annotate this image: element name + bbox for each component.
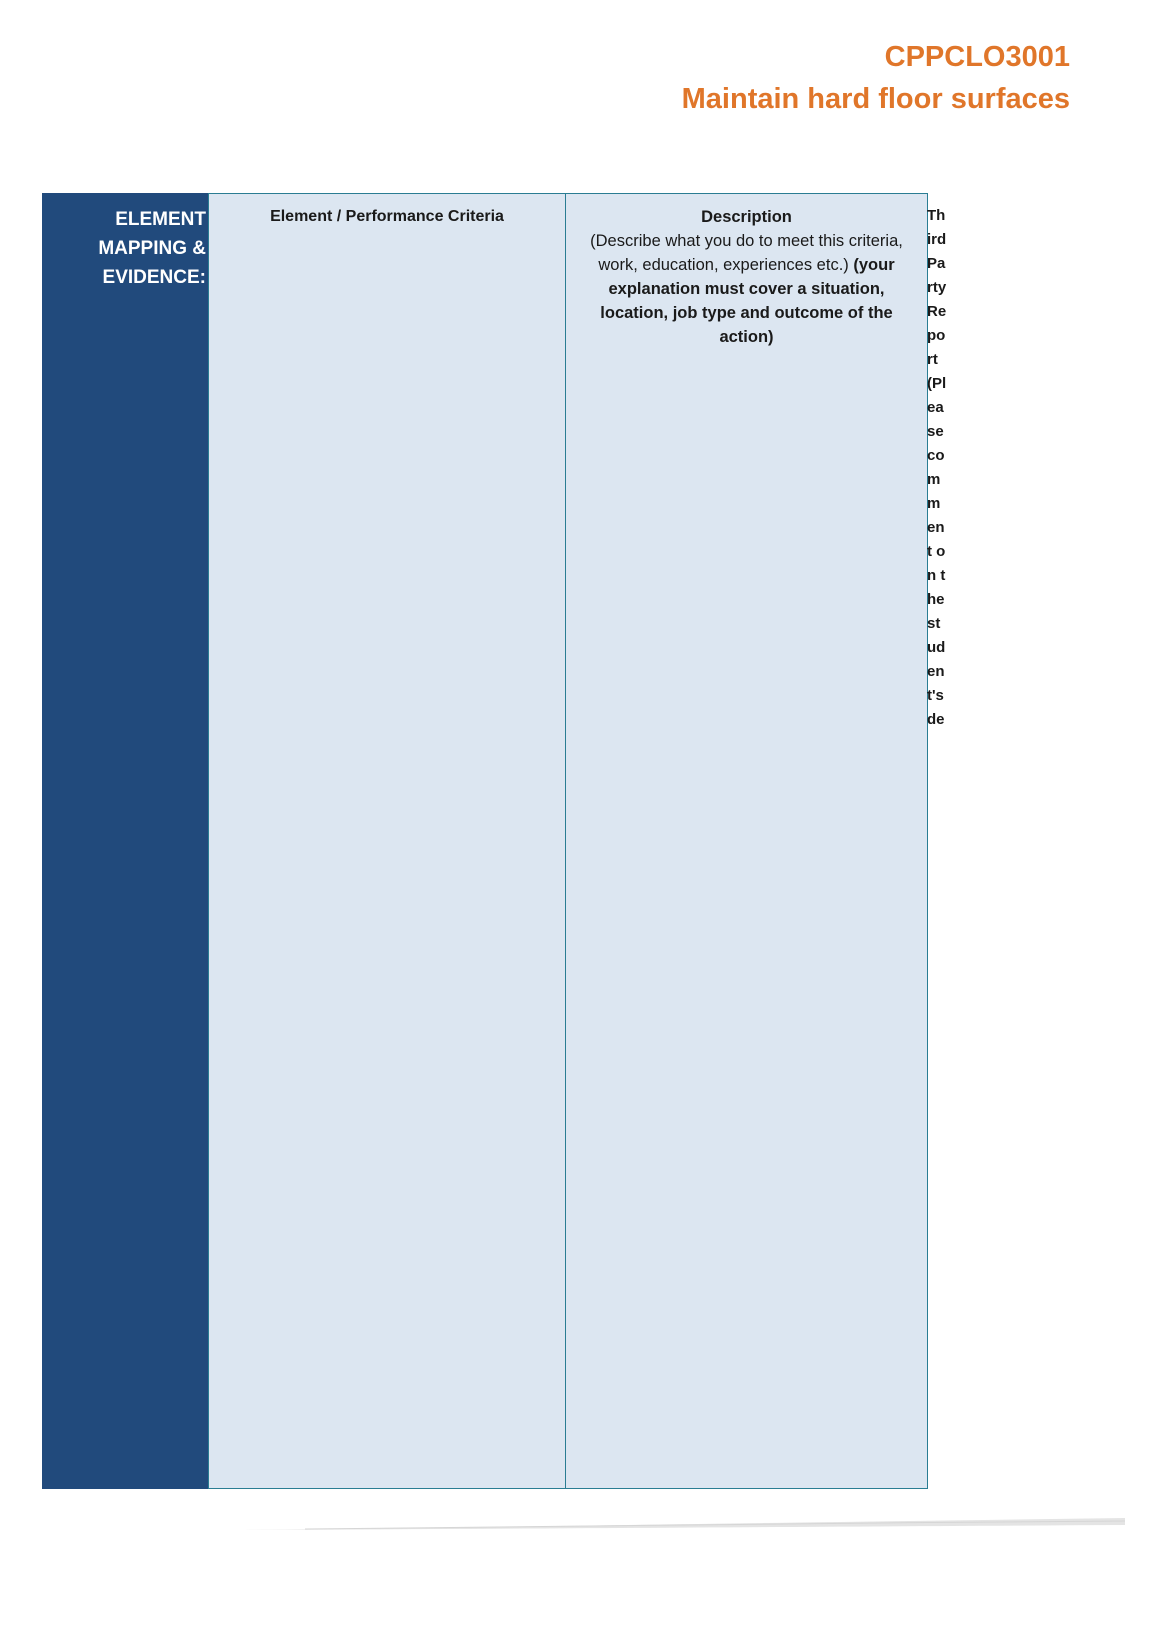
side-label-line: MAPPING &	[98, 238, 206, 259]
description-requirements: (your explanation must cover a situation, location, job type and outcome of the action)	[600, 256, 895, 346]
description-instructions: (Describe what you do to meet this criteria, work, education, experiences etc.)	[590, 232, 903, 274]
decorative-swoosh	[245, 1517, 1125, 1531]
document-header	[682, 36, 1070, 120]
third-party-header: Third Party Report (Please comment on the student's de	[927, 207, 951, 728]
description-header	[574, 205, 919, 349]
evidence-mapping-table	[42, 193, 951, 1489]
description-title: Description	[701, 208, 792, 226]
side-label-line: EVIDENCE:	[102, 267, 206, 288]
side-label-line: ELEMENT	[115, 209, 206, 230]
side-label-column	[42, 193, 208, 1489]
criteria-header: Element / Performance Criteria	[270, 208, 504, 225]
unit-code: CPPCLO3001	[884, 41, 1070, 73]
unit-title: Maintain hard floor surfaces	[681, 83, 1070, 115]
description-column[interactable]	[565, 193, 928, 1489]
criteria-column[interactable]	[208, 193, 566, 1489]
side-label	[98, 205, 206, 292]
